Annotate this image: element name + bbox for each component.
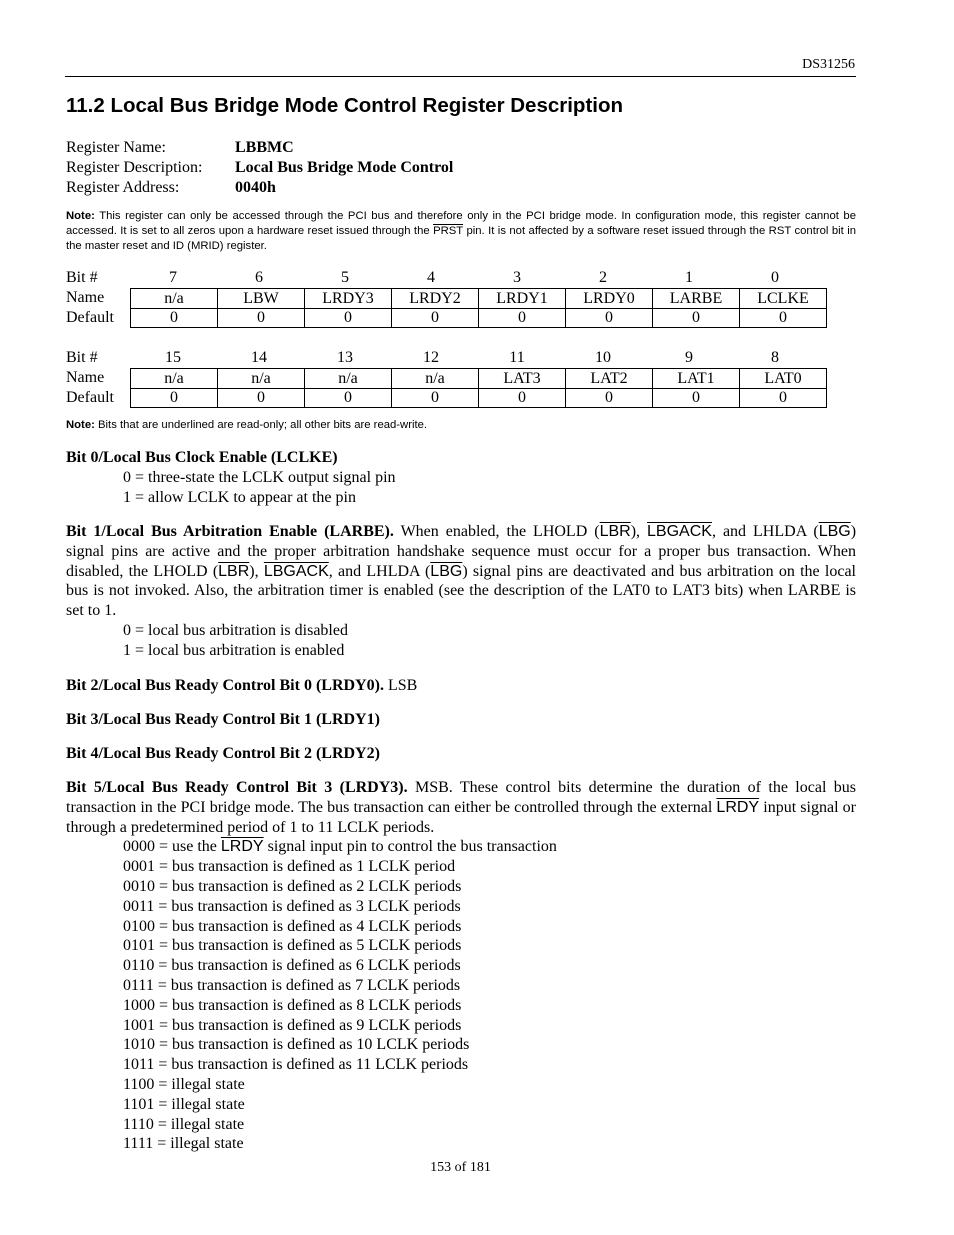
bit-number: 2 — [599, 269, 607, 286]
bit-name-cell: LBW — [218, 289, 305, 309]
bit-default-cell: 0 — [653, 388, 740, 408]
bit-default-row — [66, 308, 827, 328]
row-label-default: Default — [66, 309, 114, 326]
bit0-value: 0 = three-state the LCLK output signal pin — [123, 468, 396, 486]
bit-default-row — [66, 388, 827, 408]
bit-name-cell: LRDY2 — [392, 289, 479, 309]
bit-number-row — [66, 268, 827, 288]
lbgack-signal: LBGACK — [647, 523, 712, 540]
bit5-value: 0001 = bus transaction is defined as 1 LCLK period — [123, 858, 456, 876]
bit-name-cell: LAT1 — [653, 369, 740, 389]
bit-default-cell: 0 — [131, 308, 218, 328]
register-name-value: LBBMC — [235, 139, 294, 156]
bit1-text: ), — [249, 562, 264, 580]
bit5-value: 0011 = bus transaction is defined as 3 LCLK periods — [123, 897, 461, 915]
header-rule — [65, 76, 856, 77]
bit-name-cell: LAT2 — [566, 369, 653, 389]
bit-default-cell: 0 — [566, 308, 653, 328]
register-info — [66, 138, 453, 198]
bit5-value-text: 0000 = use the — [123, 838, 221, 856]
bit5-text: input signal or through a predetermined period of 1 to 11 LCLK periods. — [66, 798, 857, 836]
lbg-signal: $\overline{LBG}$ — [818, 523, 851, 540]
register-description-value: Local Bus Bridge Mode Control — [235, 159, 454, 176]
bit5-value — [66, 837, 856, 857]
bit5-heading: Bit 5/Local Bus Ready Control Bit 3 (LRDY3). — [66, 779, 408, 796]
bit5-value-text: signal input pin to control the bus transaction — [263, 838, 557, 856]
row-label-bit: Bit # — [66, 269, 98, 286]
bit4-heading: Bit 4/Local Bus Ready Control Bit 2 (LRDY2) — [66, 745, 380, 762]
bit2-heading: Bit 2/Local Bus Ready Control Bit 0 (LRDY0). — [66, 677, 384, 694]
bit-table-upper — [66, 268, 827, 328]
bit1-text: When enabled, the LHOLD ( — [393, 523, 600, 540]
bit2-section — [66, 676, 856, 696]
bit5-value: 0110 = bus transaction is defined as 6 LCLK periods — [123, 957, 461, 975]
bit-default-cell: 0 — [305, 308, 392, 328]
bit1-value: 1 = local bus arbitration is enabled — [123, 641, 345, 659]
bit5-value: 1011 = bus transaction is defined as 11 LCLK periods — [123, 1056, 469, 1074]
read-only-note — [66, 418, 856, 433]
note-text-1: This register can only be accessed through the PCI bus and therefore only in the PCI bridge mode. In configuration mode, this register cannot be accessed. It is set to all zeros upon a hardware reset issued through the — [66, 210, 856, 237]
bit1-text: , and LHLDA ( — [328, 562, 431, 580]
bit-default-cell: 0 — [131, 388, 218, 408]
bit-name-cell: n/a — [305, 369, 392, 389]
bit5-value: 0101 = bus transaction is defined as 5 LCLK periods — [123, 937, 462, 955]
bit2-text: LSB — [383, 677, 418, 694]
bit-name-row — [66, 288, 827, 308]
bit-number: 0 — [771, 269, 779, 286]
bit-number: 5 — [341, 269, 349, 286]
page-number: 153 of 181 — [430, 1160, 491, 1175]
lbr-signal: $\overline{LBR}$ — [599, 523, 631, 540]
bit-name-cell: LAT0 — [740, 369, 827, 389]
bit-default-cells — [130, 388, 827, 408]
bit-number: 11 — [509, 349, 525, 366]
bit-name-cell: n/a — [392, 369, 479, 389]
bit-default-cell: 0 — [740, 308, 827, 328]
register-address-row — [66, 178, 453, 198]
register-address-value: 0040h — [235, 179, 276, 196]
bit0-section — [66, 448, 856, 507]
bit-number: 14 — [251, 349, 267, 366]
access-note — [66, 209, 856, 253]
bit-number: 15 — [165, 349, 181, 366]
register-description-row — [66, 158, 453, 178]
bit1-text: ), — [630, 523, 648, 540]
bit-name-cell: LRDY1 — [479, 289, 566, 309]
register-address-label: Register Address: — [66, 179, 180, 196]
note-label: Note: — [66, 210, 95, 222]
bit-name-cell: LRDY0 — [566, 289, 653, 309]
bit5-value: 1100 = illegal state — [123, 1075, 245, 1093]
bit-default-cell: 0 — [479, 388, 566, 408]
bit3-heading: Bit 3/Local Bus Ready Control Bit 1 (LRDY1) — [66, 711, 380, 728]
bit-default-cell: 0 — [218, 308, 305, 328]
bit5-value: 0111 = bus transaction is defined as 7 LCLK periods — [123, 976, 461, 994]
bit-name-cell: n/a — [131, 369, 218, 389]
bit0-heading: Bit 0/Local Bus Clock Enable (LCLKE) — [66, 449, 338, 466]
bit5-section — [66, 778, 856, 1154]
bit1-text: ) signal pins are active and the proper arbitration handshake sequence must occur for a proper bus transaction. When disabled, the LHOLD ( — [66, 523, 857, 580]
bit-name-row — [66, 368, 827, 388]
bit-name-cell: LCLKE — [740, 289, 827, 309]
bit-default-cell: 0 — [218, 388, 305, 408]
bit-number-row — [66, 348, 827, 368]
bit-table-lower — [66, 348, 827, 408]
bit-number: 7 — [169, 269, 177, 286]
bit-name-cell: LRDY3 — [305, 289, 392, 309]
row-label-name: Name — [66, 369, 105, 386]
bit5-value: 1000 = bus transaction is defined as 8 LCLK periods — [123, 996, 462, 1014]
bit5-value: 1101 = illegal state — [123, 1095, 245, 1113]
lbr-signal: $\overline{LBR}$ — [218, 562, 250, 580]
bit-name-cells — [130, 368, 827, 388]
bit-number: 4 — [427, 269, 435, 286]
bit-default-cell: 0 — [392, 388, 479, 408]
bit-number: 10 — [595, 349, 611, 366]
bit0-value: 1 = allow LCLK to appear at the pin — [123, 488, 356, 506]
bit-number: 1 — [685, 269, 693, 286]
bit-number: 9 — [685, 349, 693, 366]
bit-name-cell: n/a — [131, 289, 218, 309]
row-label-bit: Bit # — [66, 349, 98, 366]
bit5-value: 1001 = bus transaction is defined as 9 LCLK periods — [123, 1016, 462, 1034]
bit-number: 6 — [255, 269, 263, 286]
bit1-value: 0 = local bus arbitration is disabled — [123, 621, 348, 639]
bit5-text: MSB. These control bits determine the duration of the local bus transaction in the PCI bridge mode. The bus transaction can either be controlled through the external — [66, 779, 857, 816]
bit-number: 12 — [423, 349, 439, 366]
lrdy-signal: LRDY — [716, 798, 760, 816]
lrdy-signal: LRDY — [220, 838, 264, 856]
bit5-value: 0010 = bus transaction is defined as 2 LCLK periods — [123, 877, 462, 895]
bit5-value: 1010 = bus transaction is defined as 10 LCLK periods — [123, 1036, 470, 1054]
bit5-value: 1110 = illegal state — [123, 1115, 245, 1133]
lbg-signal: $\overline{LBG}$ — [430, 562, 463, 580]
bit1-heading: Bit 1/Local Bus Arbitration Enable (LARBE). — [66, 523, 394, 540]
bit5-value: 0100 = bus transaction is defined as 4 LCLK periods — [123, 917, 462, 935]
bit1-text: , and LHLDA ( — [711, 523, 819, 540]
bit-default-cell: 0 — [305, 388, 392, 408]
prst-signal: PRST — [433, 224, 464, 237]
bit-name-cells — [130, 288, 827, 308]
bit-name-cell: n/a — [218, 369, 305, 389]
bit1-description — [66, 522, 856, 621]
document-code: DS31256 — [802, 57, 855, 72]
lbgack-signal: LBGACK — [263, 562, 329, 580]
bit-default-cell: 0 — [392, 308, 479, 328]
note-text: Bits that are underlined are read-only; all other bits are read-write. — [94, 419, 428, 431]
row-label-name: Name — [66, 289, 105, 306]
bit1-section — [66, 522, 856, 661]
register-name-label: Register Name: — [66, 139, 166, 156]
bit-number: 3 — [513, 269, 521, 286]
bit-default-cells — [130, 308, 827, 328]
bit-default-cell: 0 — [566, 388, 653, 408]
register-description-label: Register Description: — [66, 159, 203, 176]
register-name-row — [66, 138, 453, 158]
bit-number: 13 — [337, 349, 353, 366]
row-label-default: Default — [66, 389, 114, 406]
bit-default-cell: 0 — [740, 388, 827, 408]
bit-name-cell: LARBE — [653, 289, 740, 309]
bit-default-cell: 0 — [653, 308, 740, 328]
bit-number: 8 — [771, 349, 779, 366]
bit-name-cell: LAT3 — [479, 369, 566, 389]
bit-default-cell: 0 — [479, 308, 566, 328]
bit1-text: ) signal pins are deactivated and bus arbitration on the local bus is not invoked. Also, the arbitration timer is enabled (see the description of the LAT0 to LAT3 bits) when LARBE is set to 1. — [66, 562, 857, 620]
bit5-description — [66, 778, 856, 837]
bit5-value: 1111 = illegal state — [123, 1135, 244, 1153]
note-label: Note: — [66, 419, 95, 431]
section-title: 11.2 Local Bus Bridge Mode Control Register Description — [66, 94, 624, 117]
note-text-2: pin. It is not affected by a software reset issued through the RST control bit in the master reset and ID (MRID) register. — [66, 224, 856, 252]
